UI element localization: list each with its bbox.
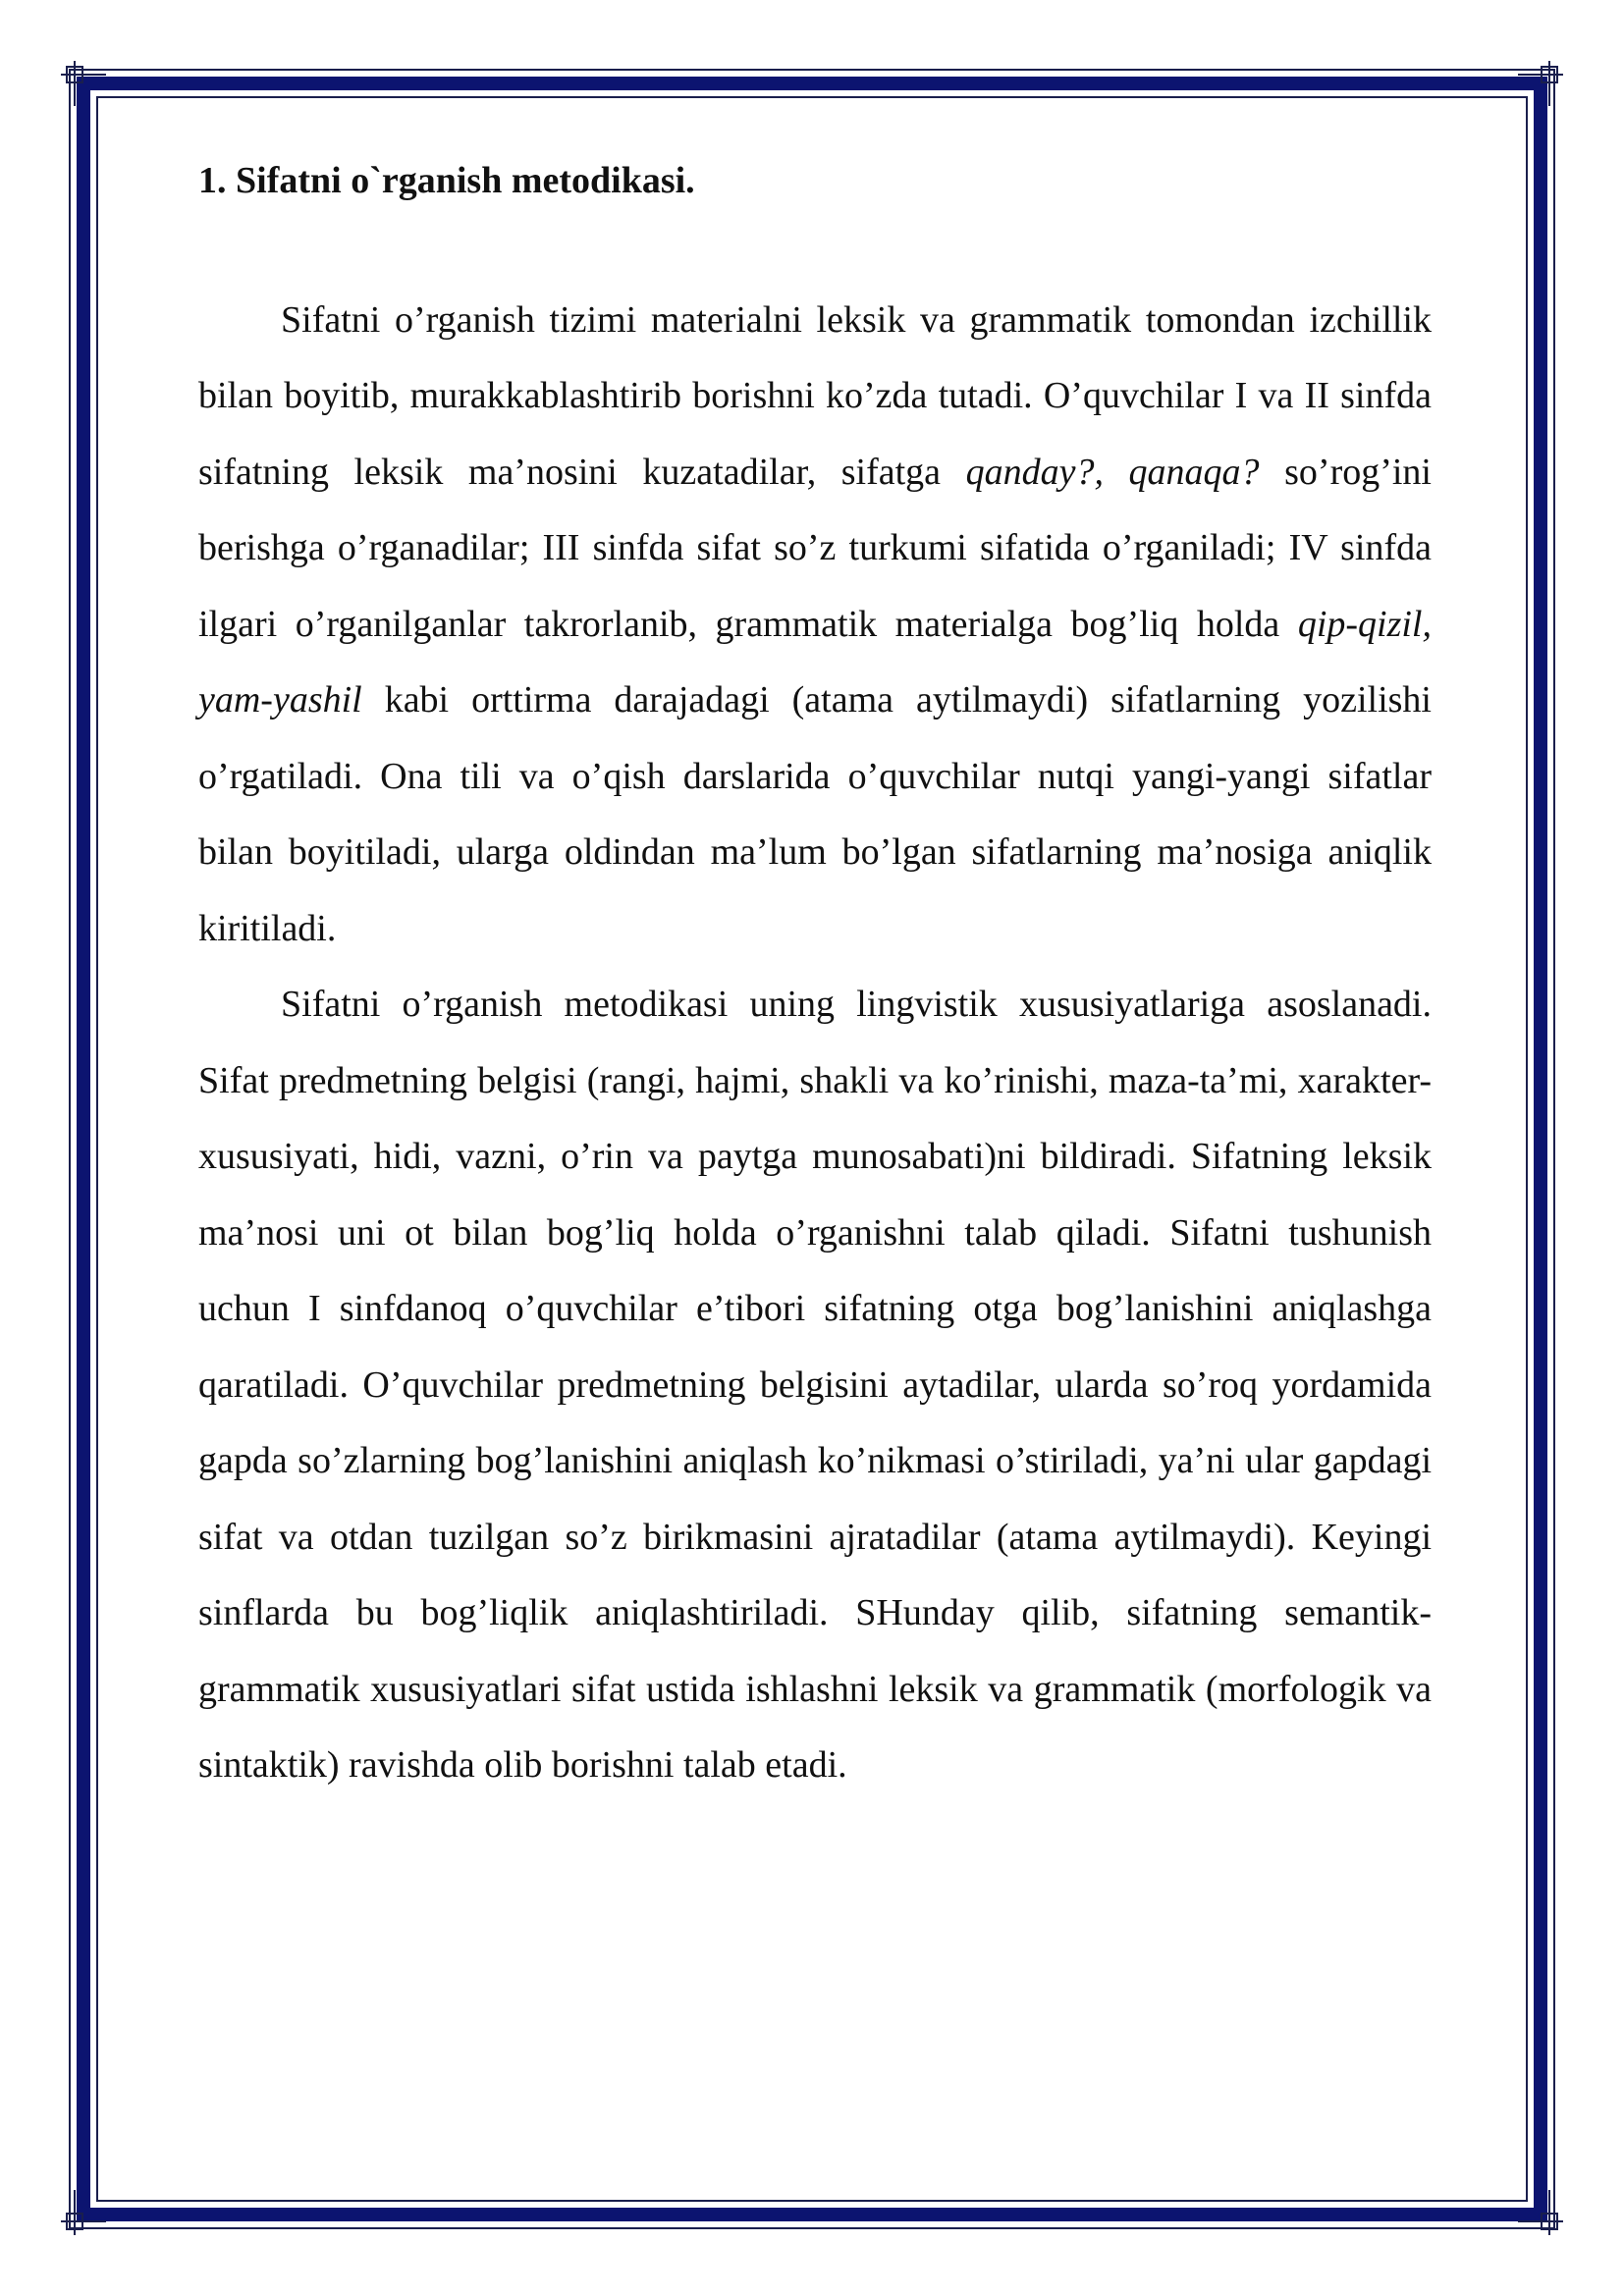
corner-ornament-bottom-right xyxy=(1518,2190,1563,2235)
document-body xyxy=(198,147,1432,1804)
section-heading: 1. Sifatni o`rganish metodikasi. xyxy=(198,160,695,201)
corner-ornament-bottom-left xyxy=(61,2190,106,2235)
paragraph-1-italic-examples: qip-qizil, yam-yashil xyxy=(198,603,1432,721)
corner-ornament-top-left xyxy=(61,61,106,106)
paragraph-1 xyxy=(198,283,1432,968)
paragraph-2: Sifatni o’rganish metodikasi uning lingvistik xususiyatlariga asoslanadi. Sifat predmetning belgisi (rangi, hajmi, shakli va ko’rinishi, maza-ta’mi, xarakter-xususiyati, hidi, vazni, o’rin va paytga munosabati)ni bildiradi. Sifatning leksik ma’nosi uni ot bilan bog’liq holda o’rganishni talab qiladi. Sifatni tushunish uchun I sinfdanoq o’quvchilar e’tibori sifatning otga bog’lanishini aniqlashga qaratiladi. O’quvchilar predmetning belgisini aytadilar, ularda so’roq yordamida gapda so’zlarning bog’lanishini aniqlash ko’nikmasi o’stiriladi, ya’ni ular gapdagi sifat va otdan tuzilgan so’z birikmasini ajratadilar (atama aytilmaydi). Keyingi sinflarda bu bog’liqlik aniqlashtiriladi. SHunday qilib, sifatning semantik-grammatik xususiyatlari sifat ustida ishlashni leksik va grammatik (morfologik va sintaktik) ravishda olib borishni talab etadi. xyxy=(198,984,1432,1787)
paragraph-1-text-b: so’rog’ini berishga o’rganadilar; III sinfda sifat so’z turkumi sifatida o’rganiladi; IV sinfda ilgari o’rganilganlar takrorlanib, grammatik materialga bog’liq holda xyxy=(198,451,1432,645)
paragraph-1-italic-questions: qanday?, qanaqa? xyxy=(965,451,1260,493)
paragraph-1-text-a: Sifatni o’rganish tizimi materialni leksik va grammatik tomondan izchillik bilan boyitib, murakkablashtirib borishni ko’zda tutadi. O’quvchilar I va II sinfda sifatning leksik ma’nosini kuzatadilar, sifatga xyxy=(198,298,1432,493)
paragraph-1-text-c: kabi orttirma darajadagi (atama aytilmaydi) sifatlarning yozilishi o’rgatiladi. Ona tili va o’qish darslarida o’quvchilar nutqi yangi-yangi sifatlar bilan boyitiladi, ularga oldindan ma’lum bo’lgan sifatlarning ma’nosiga aniqlik kiritiladi. xyxy=(198,679,1432,949)
corner-ornament-top-right xyxy=(1518,61,1563,106)
